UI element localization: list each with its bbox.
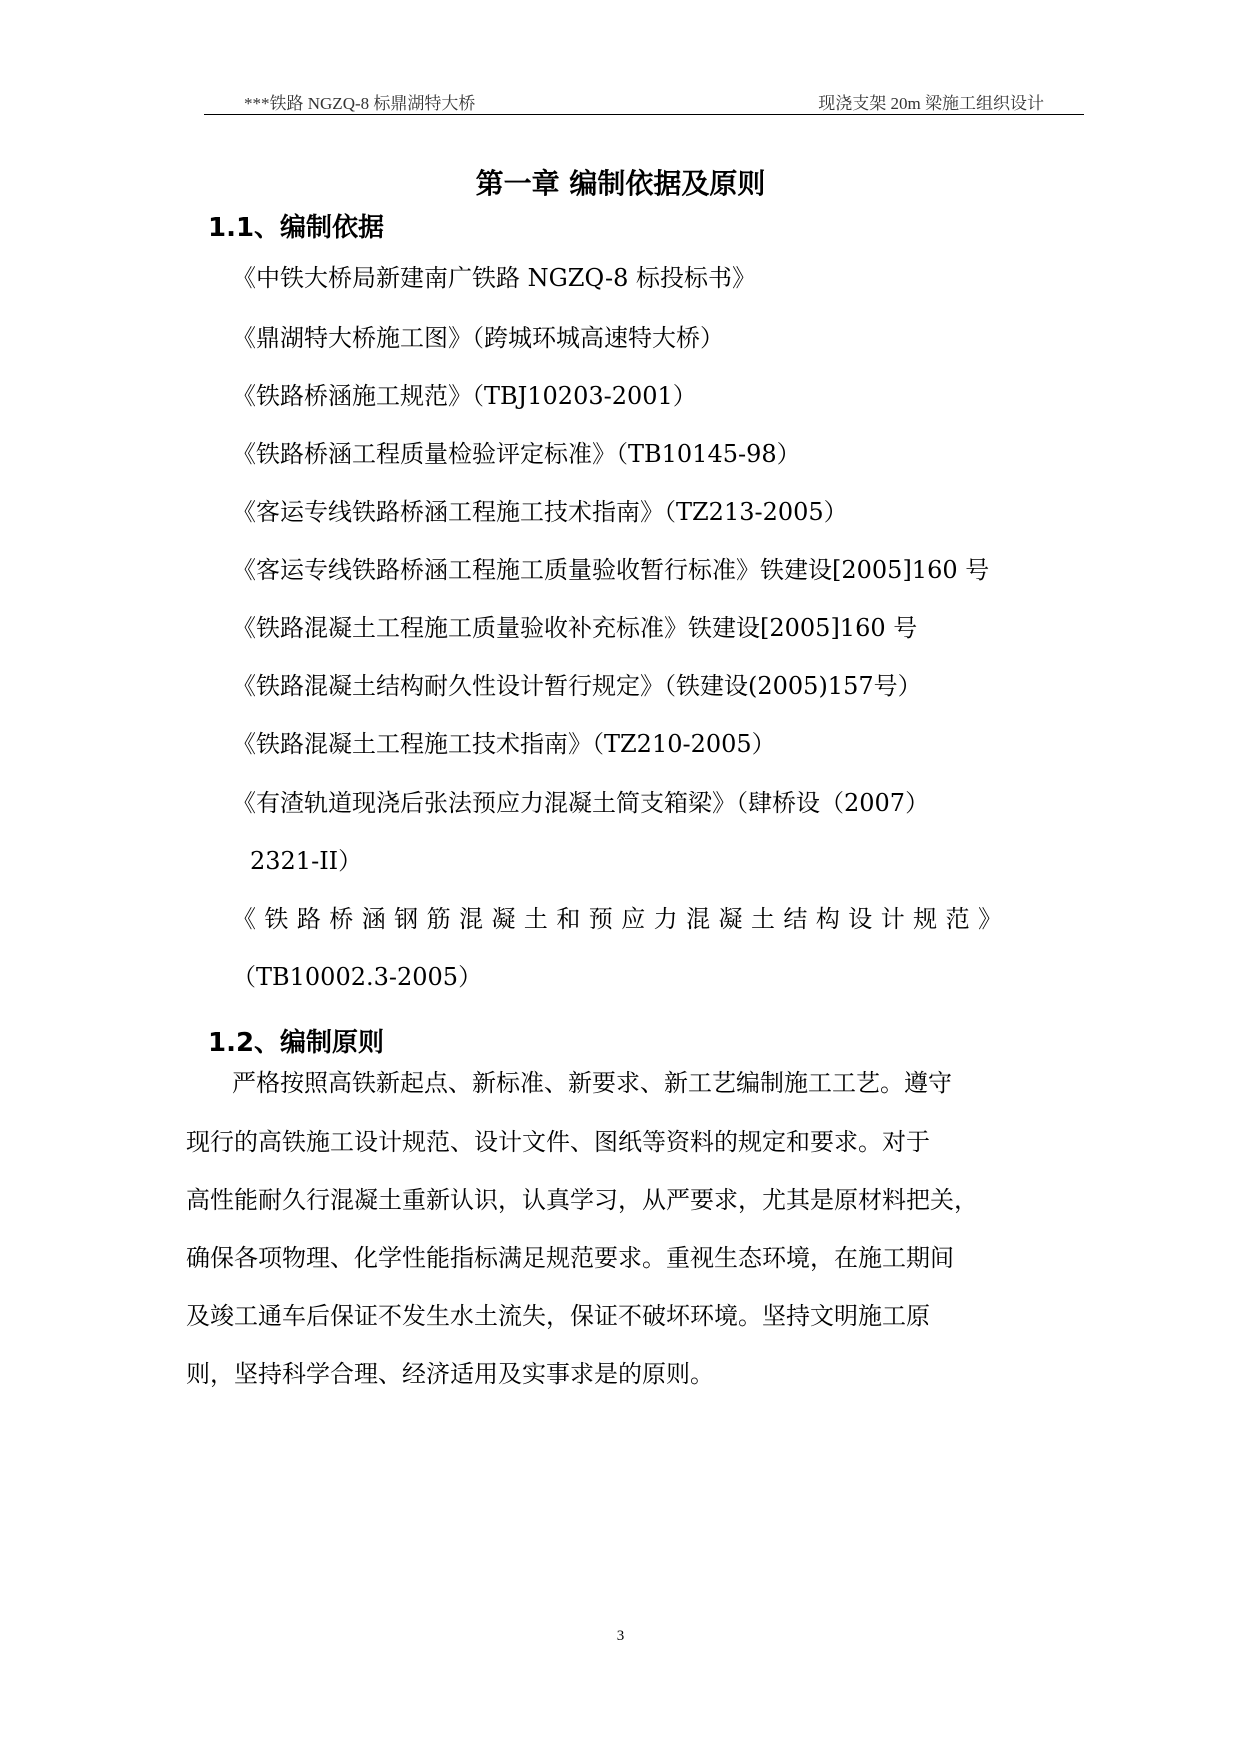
paragraph-line: 则，坚持科学合理、经济适用及实事求是的原则。 — [186, 1360, 714, 1388]
section-heading-principles: 1.2、编制原则 — [208, 1028, 385, 1058]
reference-item: 《中铁大桥局新建南广铁路 NGZQ-8 标投标书》 — [232, 264, 757, 292]
reference-item: 《客运专线铁路桥涵工程施工质量验收暂行标准》铁建设[2005]160 号 — [232, 556, 990, 584]
paragraph-line: 严格按照高铁新起点、新标准、新要求、新工艺编制施工工艺。遵守 — [232, 1069, 952, 1097]
paragraph-line: 现行的高铁施工设计规范、设计文件、图纸等资料的规定和要求。对于 — [186, 1128, 930, 1156]
chapter-title: 第一章 编制依据及原则 — [475, 167, 766, 200]
paragraph-line: 高性能耐久行混凝土重新认识，认真学习，从严要求，尤其是原材料把关， — [186, 1186, 978, 1214]
paragraph-line: 确保各项物理、化学性能指标满足规范要求。重视生态环境，在施工期间 — [186, 1244, 954, 1272]
reference-item: 《铁路混凝土工程施工技术指南》（TZ210-2005） — [232, 730, 776, 758]
paragraph-line: 及竣工通车后保证不发生水土流失，保证不破坏环境。坚持文明施工原 — [186, 1302, 930, 1330]
page-header — [204, 84, 1084, 115]
reference-item: 《有渣轨道现浇后张法预应力混凝土简支箱梁》（肆桥设（2007） — [232, 789, 930, 817]
reference-item: 《铁路混凝土结构耐久性设计暂行规定》（铁建设(2005)157号） — [232, 672, 922, 700]
section-heading-basis: 1.1、编制依据 — [208, 213, 385, 243]
reference-item: 《客运专线铁路桥涵工程施工技术指南》（TZ213-2005） — [232, 498, 848, 526]
reference-item: 《鼎湖特大桥施工图》（跨城环城高速特大桥） — [232, 324, 724, 352]
reference-item: 《铁路桥涵工程质量检验评定标准》（TB10145-98） — [232, 440, 801, 468]
reference-item: 《铁路桥涵施工规范》（TBJ10203-2001） — [232, 382, 697, 410]
reference-item: 《铁路桥涵钢筋混凝土和预应力混凝土结构设计规范》 — [232, 905, 1002, 933]
reference-item-continuation: （TB10002.3-2005） — [232, 963, 483, 991]
reference-item-continuation: 2321-II） — [250, 847, 363, 875]
header-project-title: ***铁路 NGZQ-8 标鼎湖特大桥 — [244, 94, 476, 113]
header-document-title: 现浇支架 20m 梁施工组织设计 — [818, 94, 1044, 113]
page-number: 3 — [616, 1628, 625, 1644]
reference-item: 《铁路混凝土工程施工质量验收补充标准》铁建设[2005]160 号 — [232, 614, 918, 642]
